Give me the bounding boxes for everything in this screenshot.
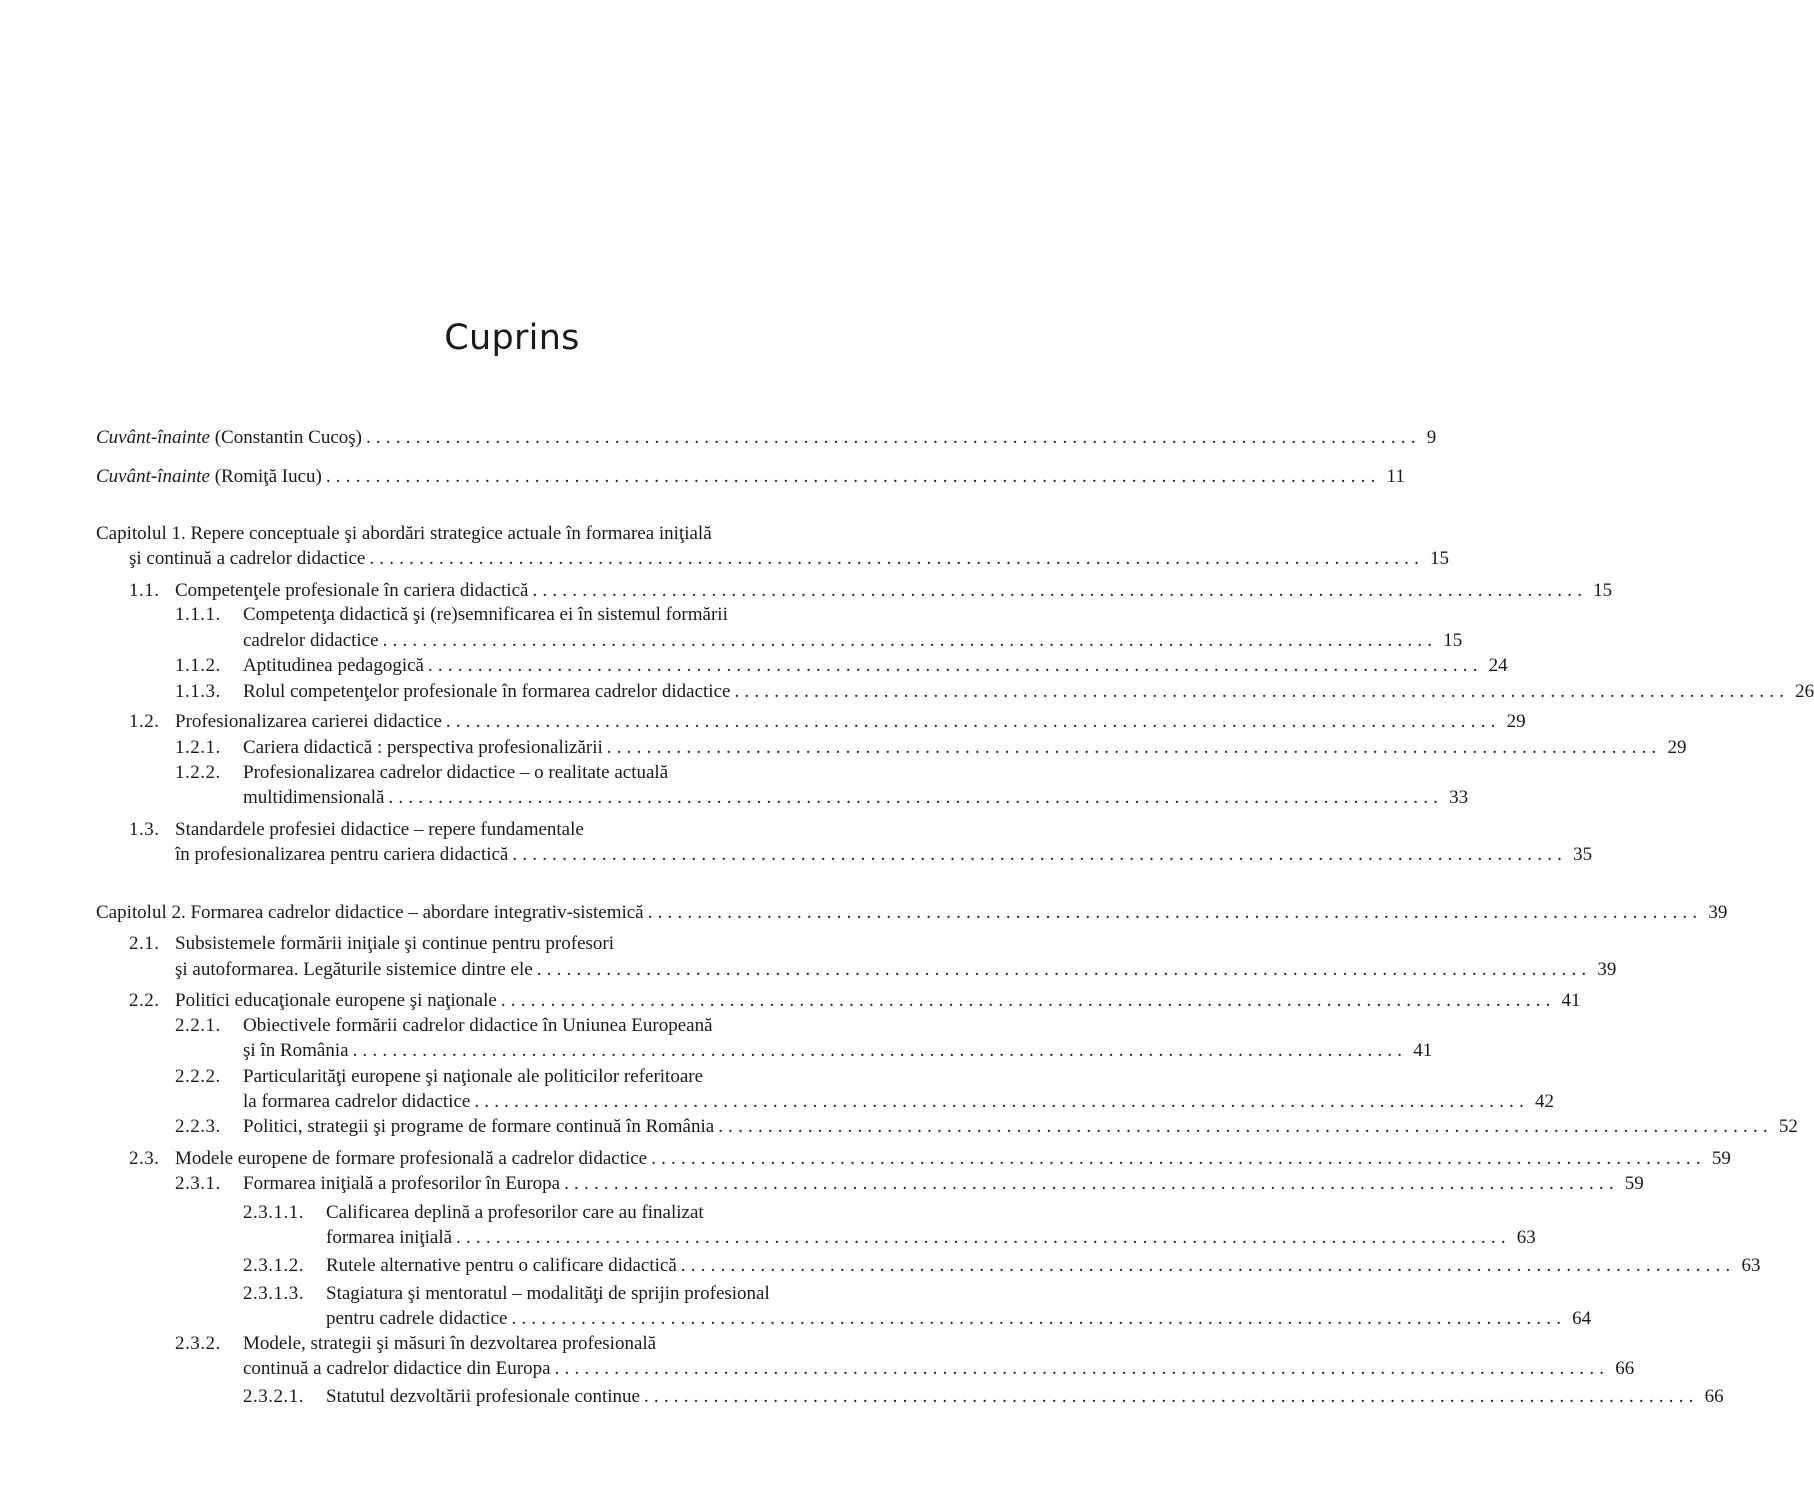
toc-entry-page: 41 <box>1413 1040 1433 1061</box>
toc-entry-title: Statutul dezvoltării profesionale continue <box>326 1386 640 1407</box>
toc-entry-page: 42 <box>1535 1091 1555 1112</box>
toc-section-1-1-1[interactable] <box>175 602 928 628</box>
toc-entry-foreword-cucos[interactable] <box>96 425 1437 451</box>
toc-chapter-1-heading-cont[interactable] <box>129 546 1450 572</box>
toc-entry-number: 1.2.1. <box>175 737 221 758</box>
toc-section-2-3-1-1-cont[interactable] <box>326 1225 1536 1251</box>
toc-entry-title-italic: Cuvânt-înainte <box>96 466 210 487</box>
toc-entry-title: continuă a cadrelor didactice din Europa <box>243 1358 551 1379</box>
toc-section-1-3[interactable] <box>129 817 928 843</box>
toc-entry-number: 2.2.2. <box>175 1066 221 1087</box>
toc-entry-number: 1.3. <box>129 819 160 840</box>
toc-entry-title: Subsistemele formării iniţiale şi continue pentru profesori <box>175 933 615 954</box>
toc-section-1-1-2[interactable] <box>175 653 1508 679</box>
toc-entry-number: 2.3. <box>129 1148 160 1169</box>
toc-entry-title: Competenţele profesionale în cariera didactică <box>175 580 529 601</box>
leader-dots: .......................................................................................................... <box>532 580 1588 601</box>
toc-section-2-3-2-1[interactable] <box>243 1384 1724 1410</box>
leader-dots: .......................................................................................................... <box>427 655 1483 676</box>
toc-section-2-3-2[interactable] <box>175 1331 928 1357</box>
toc-section-2-1-cont[interactable] <box>175 957 1617 983</box>
leader-dots: .......................................................................................................... <box>718 1116 1773 1137</box>
toc-section-1-2[interactable] <box>129 709 1526 735</box>
toc-entry-number: 1.1.3. <box>175 681 221 702</box>
leader-dots: .......................................................................................................... <box>606 737 1662 758</box>
toc-entry-page: 39 <box>1597 959 1617 980</box>
toc-entry-foreword-iucu[interactable] <box>96 464 1405 490</box>
toc-entry-page: 59 <box>1624 1173 1644 1194</box>
toc-entry-page: 41 <box>1561 990 1581 1011</box>
toc-entry-page: 15 <box>1430 548 1450 569</box>
toc-entry-number: 1.2.2. <box>175 762 221 783</box>
toc-entry-number: 2.3.2.1. <box>243 1386 304 1407</box>
toc-section-2-3-1-3[interactable] <box>243 1281 928 1307</box>
toc-entry-number: 1.1.1. <box>175 604 221 625</box>
toc-entry-page: 11 <box>1386 466 1405 487</box>
toc-entry-title: la formarea cadrelor didactice <box>243 1091 471 1112</box>
toc-section-2-3-1-3-cont[interactable] <box>326 1306 1592 1332</box>
toc-section-1-1-3[interactable] <box>175 679 1814 705</box>
toc-entry-page: 15 <box>1443 630 1463 651</box>
leader-dots: .......................................................................................................... <box>680 1255 1736 1276</box>
toc-section-1-1-1-cont[interactable] <box>243 628 1463 654</box>
toc-entry-page: 59 <box>1711 1148 1731 1169</box>
toc-entry-title: Rutele alternative pentru o calificare didactică <box>326 1255 677 1276</box>
toc-entry-title: Calificarea deplină a profesorilor care au finalizat <box>326 1202 704 1223</box>
toc-entry-title: Standardele profesiei didactice – repere fundamentale <box>175 819 584 840</box>
toc-entry-number: 1.1. <box>129 580 160 601</box>
toc-entry-title: Stagiatura şi mentoratul – modalităţi de sprijin profesional <box>326 1283 770 1304</box>
toc-entry-title: Formarea iniţială a profesorilor în Europa <box>243 1173 561 1194</box>
toc-entry-number: 2.3.1.1. <box>243 1202 304 1223</box>
toc-entry-title: Modele europene de formare profesională a cadrelor didactice <box>175 1148 648 1169</box>
leader-dots: .......................................................................................................... <box>474 1091 1530 1112</box>
toc-entry-page: 63 <box>1516 1227 1536 1248</box>
toc-entry-title: Competenţa didactică şi (re)semnificarea ei în sistemul formării <box>243 604 728 625</box>
leader-dots: .......................................................................................................... <box>647 902 1703 923</box>
toc-entry-title: Aptitudinea pedagogică <box>243 655 424 676</box>
leader-dots: .......................................................................................................... <box>369 548 1425 569</box>
toc-section-2-3[interactable] <box>129 1146 1731 1172</box>
toc-entry-title: (Romiţă Iucu) <box>209 466 322 487</box>
toc-entry-title: pentru cadrele didactice <box>326 1308 508 1329</box>
toc-entry-title: Cariera didactică : perspectiva profesionalizării <box>243 737 603 758</box>
toc-entry-page: 63 <box>1741 1255 1761 1276</box>
toc-entry-title: Modele, strategii şi măsuri în dezvoltarea profesională <box>243 1333 657 1354</box>
toc-entry-title: Particularităţi europene şi naţionale ale politicilor referitoare <box>243 1066 704 1087</box>
leader-dots: .......................................................................................................... <box>445 711 1501 732</box>
leader-dots: .......................................................................................................... <box>325 466 1381 487</box>
toc-section-1-1[interactable] <box>129 578 1613 604</box>
toc-entry-number: 2.1. <box>129 933 160 954</box>
toc-section-2-2-3[interactable] <box>175 1114 1798 1140</box>
toc-entry-number: 2.2.1. <box>175 1015 221 1036</box>
toc-entry-number: 2.3.2. <box>175 1333 221 1354</box>
leader-dots: .......................................................................................................... <box>456 1227 1511 1248</box>
toc-section-1-2-2[interactable] <box>175 760 928 786</box>
toc-entry-number: 2.2. <box>129 990 160 1011</box>
toc-entry-title: cadrelor didactice <box>243 630 379 651</box>
toc-entry-title: Obiectivele formării cadrelor didactice în Uniunea Europeană <box>243 1015 713 1036</box>
toc-entry-title: Capitolul 2. Formarea cadrelor didactice – abordare integrativ-sistemică <box>96 902 644 923</box>
toc-entry-page: 66 <box>1615 1358 1635 1379</box>
toc-entry-title: multidimensională <box>243 787 385 808</box>
toc-entry-page: 24 <box>1488 655 1508 676</box>
toc-entry-title: formarea iniţială <box>326 1227 453 1248</box>
leader-dots: .......................................................................................................... <box>564 1173 1619 1194</box>
toc-entry-title: (Constantin Cucoş) <box>209 427 362 448</box>
toc-entry-page: 26 <box>1795 681 1814 702</box>
toc-entry-title: Capitolul 1. Repere conceptuale şi abordări strategice actuale în formarea iniţială <box>96 523 712 544</box>
toc-entry-page: 64 <box>1572 1308 1592 1329</box>
leader-dots: .......................................................................................................... <box>651 1148 1706 1169</box>
toc-entry-page: 66 <box>1704 1386 1724 1407</box>
toc-entry-number: 1.1.2. <box>175 655 221 676</box>
toc-entry-title: Politici, strategii şi programe de formare continuă în România <box>243 1116 715 1137</box>
leader-dots: .......................................................................................................... <box>554 1358 1610 1379</box>
leader-dots: .......................................................................................................... <box>511 1308 1567 1329</box>
toc-chapter-2-heading[interactable] <box>96 900 1728 926</box>
toc-entry-page: 39 <box>1708 902 1728 923</box>
leader-dots: .......................................................................................................... <box>365 427 1421 448</box>
toc-entry-title: şi autoformarea. Legăturile sistemice dintre ele <box>175 959 533 980</box>
toc-section-1-3-cont[interactable] <box>175 842 1593 868</box>
toc-section-2-2[interactable] <box>129 988 1581 1014</box>
toc-entry-title-italic: Cuvânt-înainte <box>96 427 210 448</box>
toc-entry-title: Profesionalizarea cadrelor didactice – o realitate actuală <box>243 762 669 783</box>
toc-section-1-2-1[interactable] <box>175 735 1687 761</box>
toc-entry-number: 2.3.1.3. <box>243 1283 304 1304</box>
toc-entry-page: 52 <box>1778 1116 1798 1137</box>
toc-entry-page: 15 <box>1593 580 1613 601</box>
toc-entry-page: 29 <box>1506 711 1526 732</box>
toc-entry-title: Profesionalizarea carierei didactice <box>175 711 442 732</box>
toc-entry-page: 35 <box>1573 844 1593 865</box>
toc-section-2-2-2[interactable] <box>175 1064 928 1090</box>
leader-dots: .......................................................................................................... <box>512 844 1568 865</box>
leader-dots: .......................................................................................................... <box>352 1040 1408 1061</box>
toc-entry-title: şi în România <box>243 1040 349 1061</box>
leader-dots: .......................................................................................................... <box>536 959 1592 980</box>
toc-section-1-2-2-cont[interactable] <box>243 785 1469 811</box>
toc-entry-page: 33 <box>1449 787 1469 808</box>
toc-chapter-1-heading[interactable] <box>96 521 928 547</box>
toc-entry-number: 2.3.1.2. <box>243 1255 304 1276</box>
toc-section-2-3-1-1[interactable] <box>243 1200 928 1226</box>
toc-entry-title: Politici educaţionale europene şi naţionale <box>175 990 497 1011</box>
toc-section-2-1[interactable] <box>129 931 928 957</box>
toc-section-2-2-2-cont[interactable] <box>243 1089 1555 1115</box>
toc-entry-title: şi continuă a cadrelor didactice <box>129 548 366 569</box>
toc-section-2-3-1-2[interactable] <box>243 1253 1761 1279</box>
toc-entry-title: în profesionalizarea pentru cariera didactică <box>175 844 509 865</box>
toc-section-2-3-1[interactable] <box>175 1171 1644 1197</box>
toc-entry-number: 1.2. <box>129 711 160 732</box>
toc-entry-number: 2.3.1. <box>175 1173 221 1194</box>
leader-dots: .......................................................................................................... <box>382 630 1438 651</box>
toc-section-2-2-1[interactable] <box>175 1013 928 1039</box>
toc-section-2-2-1-cont[interactable] <box>243 1038 1433 1064</box>
toc-entry-page: 29 <box>1667 737 1687 758</box>
page-title: Cuprins <box>444 318 580 358</box>
leader-dots: .......................................................................................................... <box>388 787 1444 808</box>
toc-entry-number: 2.2.3. <box>175 1116 221 1137</box>
toc-entry-title: Rolul competenţelor profesionale în formarea cadrelor didactice <box>243 681 731 702</box>
leader-dots: .......................................................................................................... <box>500 990 1556 1011</box>
leader-dots: .......................................................................................................... <box>734 681 1790 702</box>
toc-entry-page: 9 <box>1426 427 1437 448</box>
leader-dots: .......................................................................................................... <box>643 1386 1699 1407</box>
toc-section-2-3-2-cont[interactable] <box>243 1356 1635 1382</box>
